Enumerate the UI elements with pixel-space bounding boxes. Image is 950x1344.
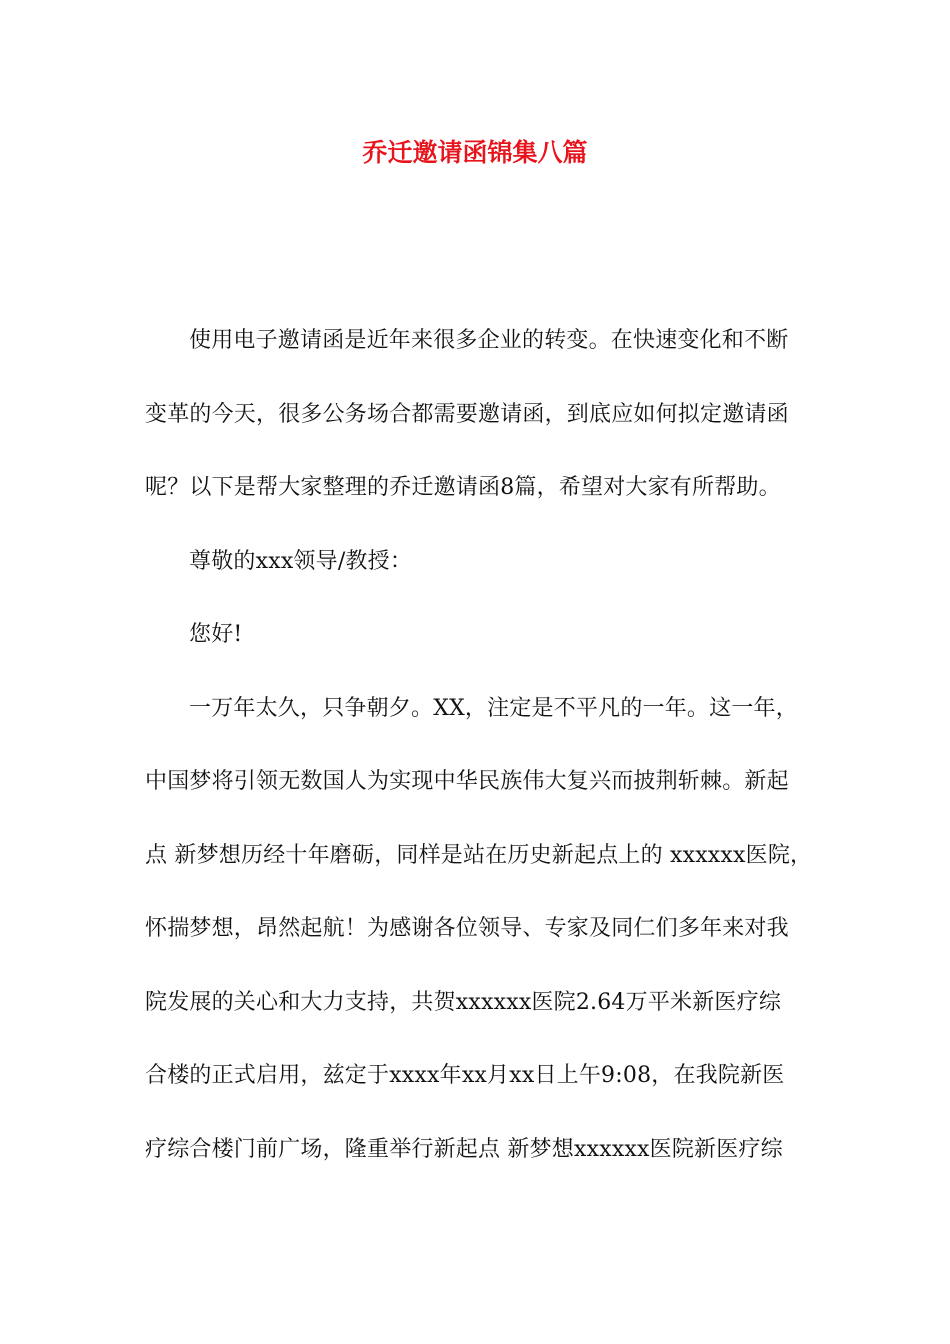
paragraph-line: 点 新梦想历经十年磨砺，同样是站在历史新起点上的 xxxxxx医院， [145,842,813,868]
salutation-line: 尊敬的xxx领导/教授： [189,548,413,574]
document-body [145,322,813,1204]
document-title: 乔迁邀请函锦集八篇 [362,138,588,167]
paragraph-line: 使用电子邀请函是近年来很多企业的转变。在快速变化和不断 [189,328,789,353]
paragraph-line: 怀揣梦想，昂然起航！为感谢各位领导、专家及同仁们多年来对我 [145,916,789,941]
greeting-line: 您好! [189,622,243,647]
paragraph-line: 疗综合楼门前广场，隆重举行新起点 新梦想xxxxxx医院新医疗综 [145,1136,783,1162]
paragraph-line: 中国梦将引领无数国人为实现中华民族伟大复兴而披荆斩棘。新起 [145,769,789,794]
paragraph-line: 合楼的正式启用，兹定于xxxx年xx月xx日上午9:08，在我院新医 [145,1063,785,1088]
paragraph-line: 院发展的关心和大力支持，共贺xxxxxx医院2.64万平米新医疗综 [145,989,782,1015]
paragraph-line: 变革的今天，很多公务场合都需要邀请函，到底应如何拟定邀请函 [145,401,789,427]
paragraph-line: 呢？以下是帮大家整理的乔迁邀请函8篇，希望对大家有所帮助。 [145,475,781,500]
paragraph-line: 一万年太久，只争朝夕。XX，注定是不平凡的一年。这一年， [189,695,798,721]
